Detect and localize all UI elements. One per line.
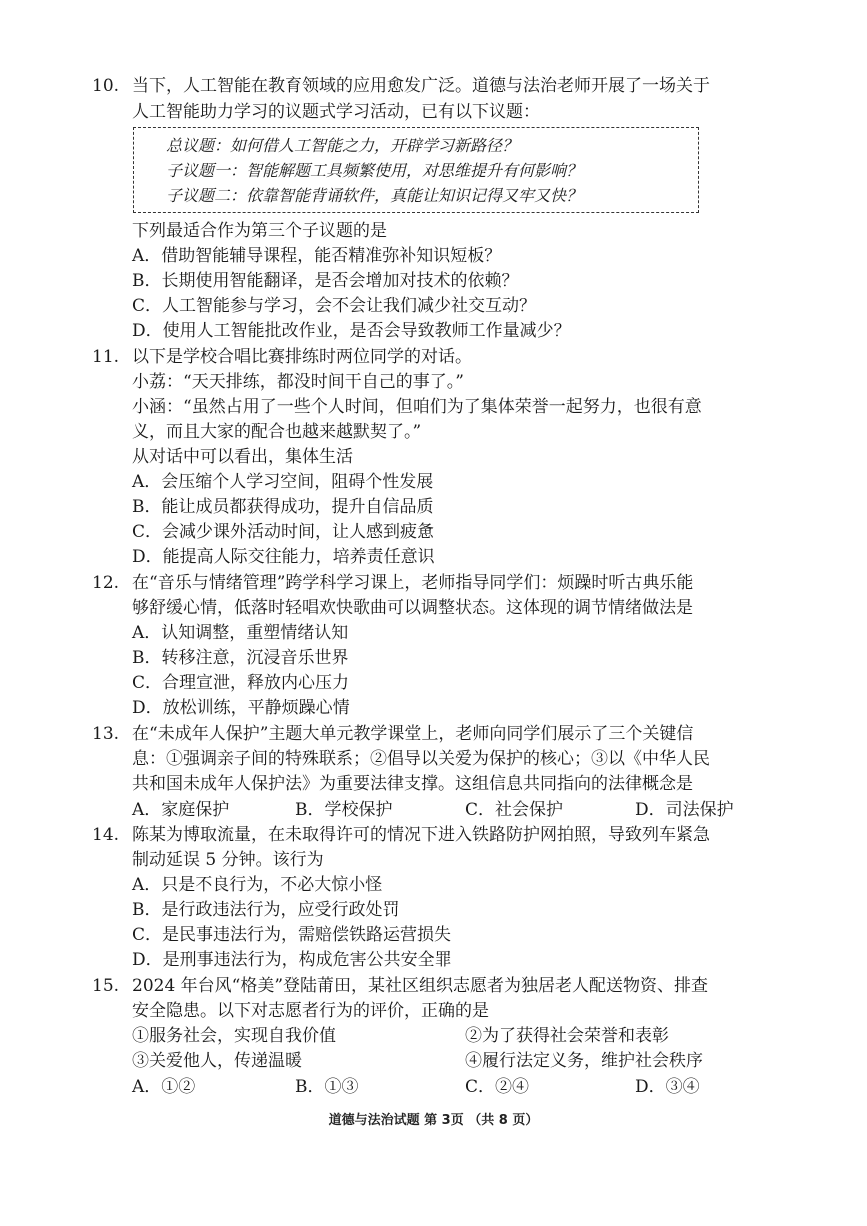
q10-stem-line-1: 当下，人工智能在教育领域的应用愈发广泛。道德与法治老师开展了一场关于 [132,76,710,96]
q10-subtopic-1: 子议题一：智能解题工具频繁使用，对思维提升有何影响？ [166,161,583,180]
q15-item-1: ①服务社会，实现自我价值 [132,1026,336,1046]
q14-stem-line-1: 陈某为博取流量，在未取得许可的情况下进入铁路防护网拍照，导致列车紧急 [132,825,710,845]
q10-main-topic: 总议题：如何借人工智能之力，开辟学习新路径？ [166,136,519,155]
q13-stem-line-3: 共和国未成年人保护法》为重要法律支撑。这组信息共同指向的法律概念是 [132,774,693,794]
q15-item-4: ④履行法定义务，维护社会秩序 [465,1051,703,1071]
q11-stem-line-1: 以下是学校合唱比赛排练时两位同学的对话。 [132,347,472,367]
q13-option-c: C．社会保护 [465,800,564,820]
q15-stem-line-2: 安全隐患。以下对志愿者行为的评价，正确的是 [132,1001,489,1021]
q14-stem-line-2: 制动延误 5 分钟。该行为 [132,850,324,870]
q10-stem-line-2: 人工智能助力学习的议题式学习活动，已有以下议题： [132,102,540,122]
q11-stem-line-4: 义，而且大家的配合也越来越默契了。” [132,422,422,442]
q10-subtopic-2: 子议题二：依靠智能背诵软件，真能让知识记得又牢又快？ [166,186,583,205]
q15-option-d: D．③④ [635,1077,700,1097]
q11-option-a: A．会压缩个人学习空间，阻碍个性发展 [132,472,434,492]
q13-stem-line-2: 息：①强调亲子间的特殊联系；②倡导以关爱为保护的核心；③以《中华人民 [132,749,710,769]
q10-prompt: 下列最适合作为第三个子议题的是 [132,221,387,241]
q11-stem-line-5: 从对话中可以看出，集体生活 [132,447,353,467]
q13-option-d: D．司法保护 [635,800,734,820]
question-number-15: 15. [92,976,120,996]
q15-option-b: B．①③ [295,1077,359,1097]
q15-stem-line-1: 2024 年台风“格美”登陆莆田，某社区组织志愿者为独居老人配送物资、排查 [132,976,709,996]
q14-option-d: D．是刑事违法行为，构成危害公共安全罪 [132,950,452,970]
q11-option-c: C．会减少课外活动时间，让人感到疲惫 [132,522,435,542]
q13-stem-line-1: 在“未成年人保护”主题大单元教学课堂上，老师向同学们展示了三个关键信 [132,724,694,744]
question-number-12: 12. [92,573,120,593]
q11-stem-line-2: 小荔：“天天排练，都没时间干自己的事了。” [132,372,464,392]
q12-option-b: B．转移注意，沉浸音乐世界 [132,648,349,668]
question-number-10: 10. [92,76,120,96]
q10-option-d: D．使用人工智能批改作业，是否会导致教师工作量减少？ [132,321,571,341]
q12-option-c: C．合理宣泄，释放内心压力 [132,673,350,693]
q12-option-a: A．认知调整，重塑情绪认知 [132,623,349,643]
q15-option-a: A．①② [132,1077,196,1097]
q14-option-a: A．只是不良行为，不必大惊小怪 [132,875,383,895]
question-number-11: 11. [92,347,120,367]
q12-stem-line-1: 在“音乐与情绪管理”跨学科学习课上，老师指导同学们：烦躁时听古典乐能 [132,573,694,593]
q13-option-b: B．学校保护 [295,800,393,820]
page-footer: 道德与法治试题 第 3页 （共 8 页） [328,1113,539,1128]
q10-option-a: A．借助智能辅导课程，能否精准弥补知识短板？ [132,246,502,266]
q11-option-b: B．能让成员都获得成功，提升自信品质 [132,497,434,517]
q10-option-b: B．长期使用智能翻译，是否会增加对技术的依赖？ [132,271,519,291]
q11-stem-line-3: 小涵：“虽然占用了一些个人时间，但咱们为了集体荣誉一起努力，也很有意 [132,397,702,417]
q12-stem-line-2: 够舒缓心情，低落时轻唱欢快歌曲可以调整状态。这体现的调节情绪做法是 [132,598,693,618]
question-number-13: 13. [92,724,120,744]
q14-option-c: C．是民事违法行为，需赔偿铁路运营损失 [132,925,452,945]
q12-option-d: D．放松训练，平静烦躁心情 [132,698,350,718]
q14-option-b: B．是行政违法行为，应受行政处罚 [132,900,400,920]
q11-option-d: D．能提高人际交往能力，培养责任意识 [132,547,435,567]
q15-option-c: C．②④ [465,1077,530,1097]
q13-option-a: A．家庭保护 [132,800,230,820]
q15-item-2: ②为了获得社会荣誉和表彰 [465,1026,669,1046]
question-number-14: 14. [92,825,120,845]
q10-option-c: C．人工智能参与学习，会不会让我们减少社交互动？ [132,296,537,316]
q15-item-3: ③关爱他人，传递温暖 [132,1051,302,1071]
